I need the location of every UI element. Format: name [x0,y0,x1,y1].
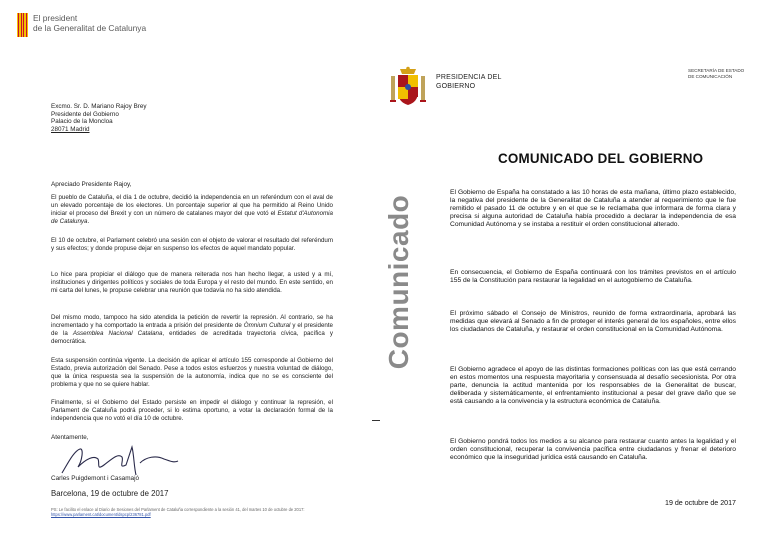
letter-paragraph-3: Lo hice para propiciar el diálogo que de manera reiterada nos han hecho llegar, a usted y a mí, instituciones y dirigentes políticos y sociales de toda Europa y el resto del mundo. En este sentido, en mi carta del lunes, le propuse celebrar una reunión que todavía no ha sido atendida. [51,271,333,294]
p1-text: El pueblo de Cataluña, el día 1 de octubre, decidió la independencia en un referéndum con el aval de un elevado porcentaje de los electores. Un porcentaje superior al que ha permitido al Reino Unido iniciar el proceso del Brexit y con un número de catalanes mayor del que votó el [51,194,333,217]
secretaria-header [688,68,768,79]
secretaria-line-2: DE COMUNICACIÓN [688,73,733,79]
generalitat-header [33,13,146,33]
letter-paragraph-2: El 10 de octubre, el Parlament celebró una sesión con el objeto de valorar el resultado del referéndum y sus efectos; y donde propuse dejar en suspenso los efectos de aquel mandato popular. [51,237,333,252]
comunicado-paragraph-1: El Gobierno de España ha constatado a las 10 horas de esta mañana, último plazo establecido, la negativa del presidente de la Generalitat de Cataluña a atender al requerimiento que le fue remitido el pasado 11 de octubre y en el que se le reclamaba que informara de forma clara y precisa si alguna autoridad de Cataluña había procedido a declarar la independencia de esa Comunidad Autónoma y se instaba a restituir el orden constitucional alterado. [450,189,736,229]
p4-b: y el presidente de la [51,321,333,337]
page-title: COMUNICADO DEL GOBIERNO [498,151,704,166]
handwritten-signature [60,443,180,479]
senyera-logo-icon [17,13,28,37]
letter-generalitat [0,0,370,539]
p1-italic: Estatut d'Autonomia de Catalunya [51,209,334,225]
recipient-address [51,103,147,133]
salutation: Apreciado Presidente Rajoy, [51,181,132,188]
letter-date: Barcelona, 19 de octubre de 2017 [51,489,169,498]
comunicado-gobierno [378,48,770,518]
coat-of-arms-icon [388,66,428,108]
letter-paragraph-4 [51,314,333,346]
footnote-link[interactable]: https://www.parlament.cat/document/dspcp/236781.pdf [51,512,151,517]
address-line-2: Presidente del Gobierno [51,110,119,118]
signer-name: Carles Puigdemont i Casamajó [51,475,140,482]
p4-italic-2: Assemblea Nacional Catalana [72,329,163,337]
letter-paragraph-5: Esta suspensión continúa vigente. La decisión de aplicar el artículo 155 corresponde al Gobierno del Estado, previa autorización del Senado. Pese a todos estos esfuerzos y nuestra voluntad de diálogo, que la única respuesta sea la suspensión de la autonomía, indica que no se es consciente del problema y que no se quiere hablar. [51,357,333,388]
header-line-2: de la Generalitat de Catalunya [33,23,147,33]
comunicado-paragraph-5: El Gobierno pondrá todos los medios a su alcance para restaurar cuanto antes la legalidad y el orden constitucional, recuperar la convivencia pacífica entre ciudadanos y frenar el deterioro económico que la inseguridad jurídica está causando en Cataluña. [450,438,736,462]
p4-italic-1: Òmnium Cultural [243,321,291,329]
vertical-label [379,194,419,369]
letter-paragraph-1 [51,194,333,226]
footnote-text: PS: Le facilito el enlace al Diario de Sesiones del Parlament de Cataluña correspondiente a la sesión 41, del martes 10 de octubre de 2017: [51,507,305,512]
address-line-4: 28071 Madrid [51,125,90,133]
presidencia-header [436,73,502,91]
p4-a: Del mismo modo, tampoco ha sido atendida la petición de revertir la represión. Al contrario, se ha incrementado y ha comportado la entrada a prisión del presidente de [51,314,333,329]
p1-end: . [87,217,90,225]
closing: Atentamente, [51,434,89,441]
p4-c: , entidades de acreditada trayectoria cívica, pacífica y democrática. [51,329,333,345]
comunicado-paragraph-3: El próximo sábado el Consejo de Ministros, reunido de forma extraordinaria, aprobará las medidas que elevará al Senado a fin de proteger el interés general de los españoles, entre ellos los ciudadanos de Cataluña, y restaurar el orden constitucional en la Comunidad Autónoma. [450,310,736,334]
presidencia-line-2: GOBIERNO [436,83,476,90]
secretaria-line-1: SECRETARÍA DE ESTADO [688,68,745,73]
address-line-1: Excmo. Sr. D. Mariano Rajoy Brey [51,103,147,110]
comunicado-paragraph-2: En consecuencia, el Gobierno de España continuará con los trámites previstos en el artículo 155 de la Constitución para restaurar la legalidad en el autogobierno de Cataluña. [450,269,736,285]
comunicado-date: 19 de octubre de 2017 [665,499,736,507]
letter-paragraph-6: Finalmente, si el Gobierno del Estado persiste en impedir el diálogo y continuar la represión, el Parlament de Cataluña podrá proceder, si lo estima oportuno, a votar la declaración formal de la independencia que no votó el día 10 de octubre. [51,399,333,422]
presidencia-line-1: PRESIDENCIA DEL [436,74,502,81]
footnote [51,507,351,517]
header-line-1: El president [33,13,78,23]
address-line-3: Palacio de la Moncloa [51,118,113,125]
vertical-label-text: Comunicado [383,194,414,370]
comunicado-paragraph-4: El Gobierno agradece el apoyo de las distintas formaciones políticas con las que está cerrando en estos momentos una respuesta mayoritaria y consensuada al desafío secesionista. Por otra parte, denuncia la actitud mantenida por los responsables de la Generalitat de buscar, deliberada y sistemáticamente, el enfrentamiento institucional a pesar del grave daño que se está causando a la convivencia y la estructura económica de Cataluña. [450,366,736,406]
